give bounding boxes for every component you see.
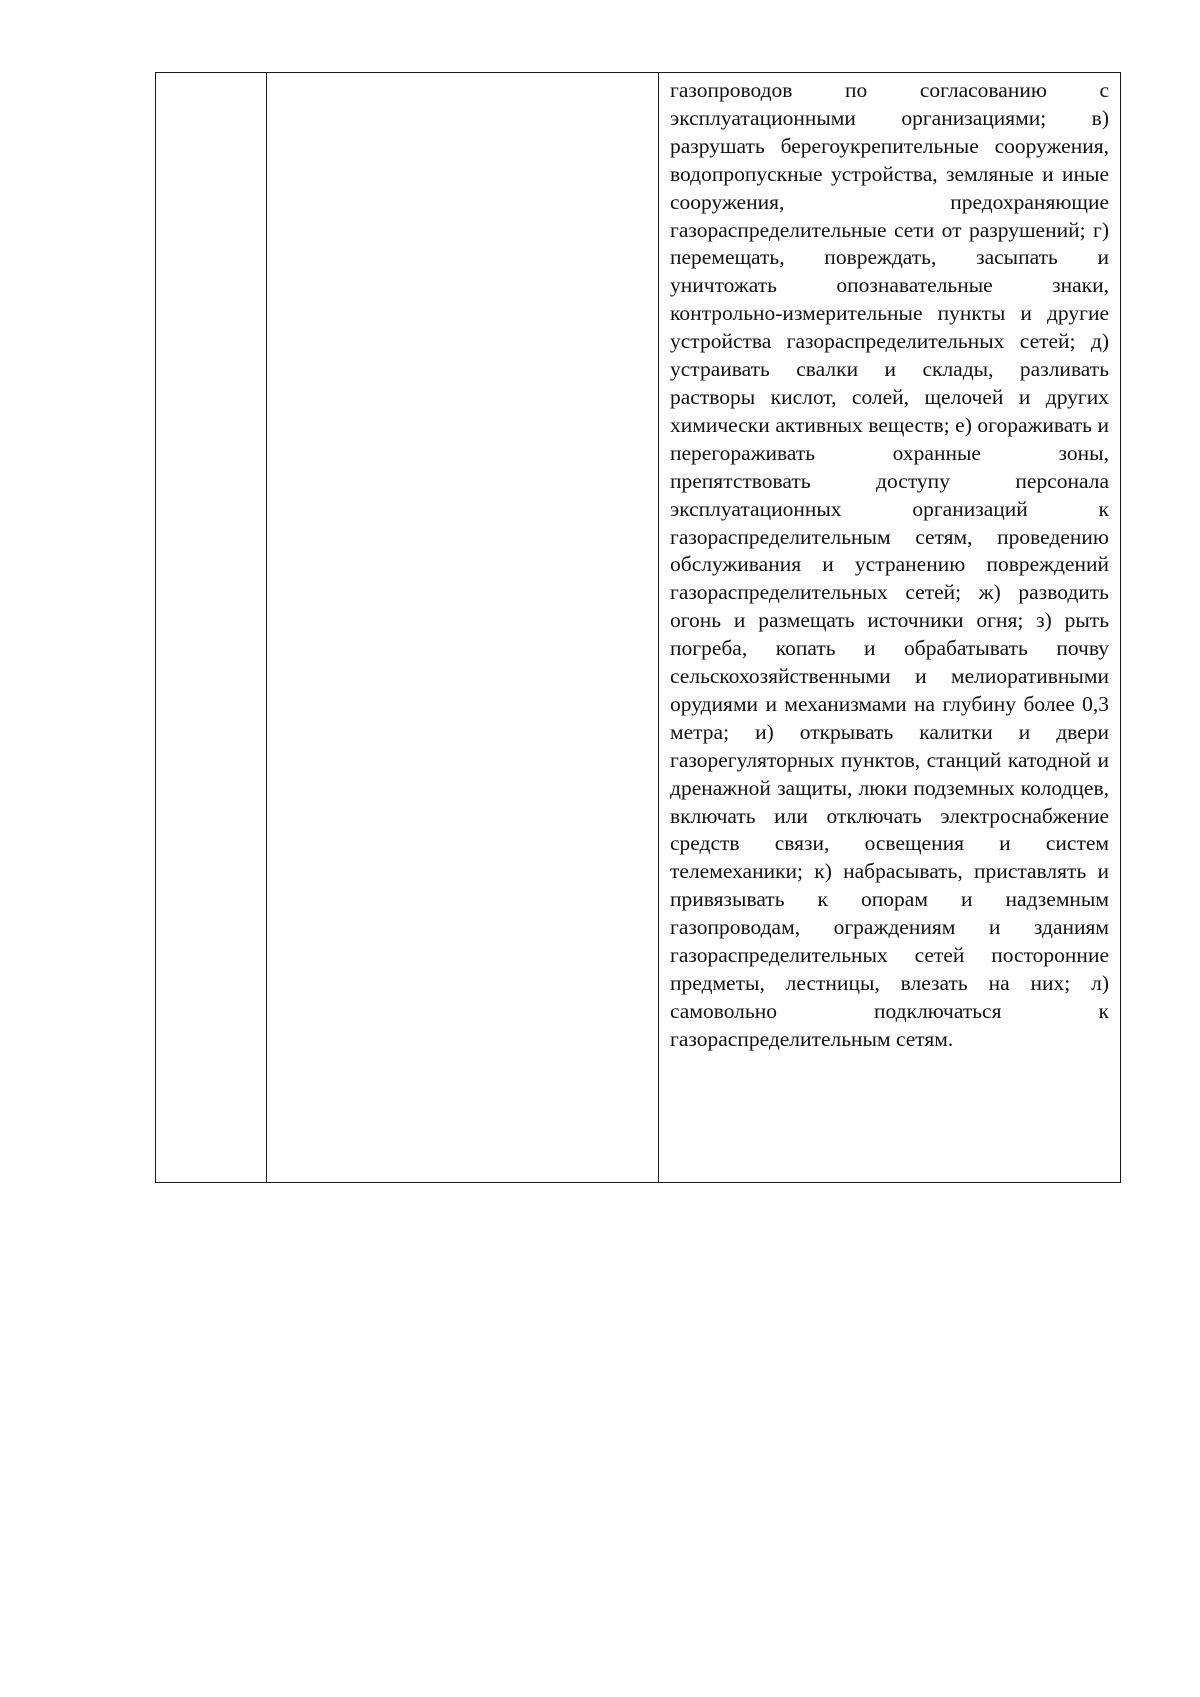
table-cell-number [156, 73, 267, 1183]
table-cell-name [267, 73, 659, 1183]
table-cell-description [659, 73, 1121, 1183]
table-row [156, 73, 1121, 1183]
description-text: газопроводов по согласованию с эксплуатационными организациями; в) разрушать берегоукрепительные сооружения, водопропускные устройства, земляные и иные сооружения, предохраняющие газораспределительные сети от разрушений; г) перемещать, повреждать, засыпать и уничтожать опознавательные знаки, контрольно-измерительные пункты и другие устройства газораспределительных сетей; д) устраивать свалки и склады, разливать растворы кислот, солей, щелочей и других химически активных веществ; е) огораживать и перегораживать охранные зоны, препятствовать доступу персонала эксплуатационных организаций к газораспределительным сетям, проведению обслуживания и устранению повреждений газораспределительных сетей; ж) разводить огонь и размещать источники огня; з) рыть погреба, копать и обрабатывать почву сельскохозяйственными и мелиоративными орудиями и механизмами на глубину более 0,3 метра; и) открывать калитки и двери газорегуляторных пунктов, станций катодной и дренажной защиты, люки подземных колодцев, включать или отключать электроснабжение средств связи, освещения и систем телемеханики; к) набрасывать, приставлять и привязывать к опорам и надземным газопроводам, ограждениям и зданиям газораспределительных сетей посторонние предметы, лестницы, влезать на них; л) самовольно подключаться к газораспределительным сетям. [670, 78, 1109, 1051]
document-table [155, 72, 1121, 1183]
